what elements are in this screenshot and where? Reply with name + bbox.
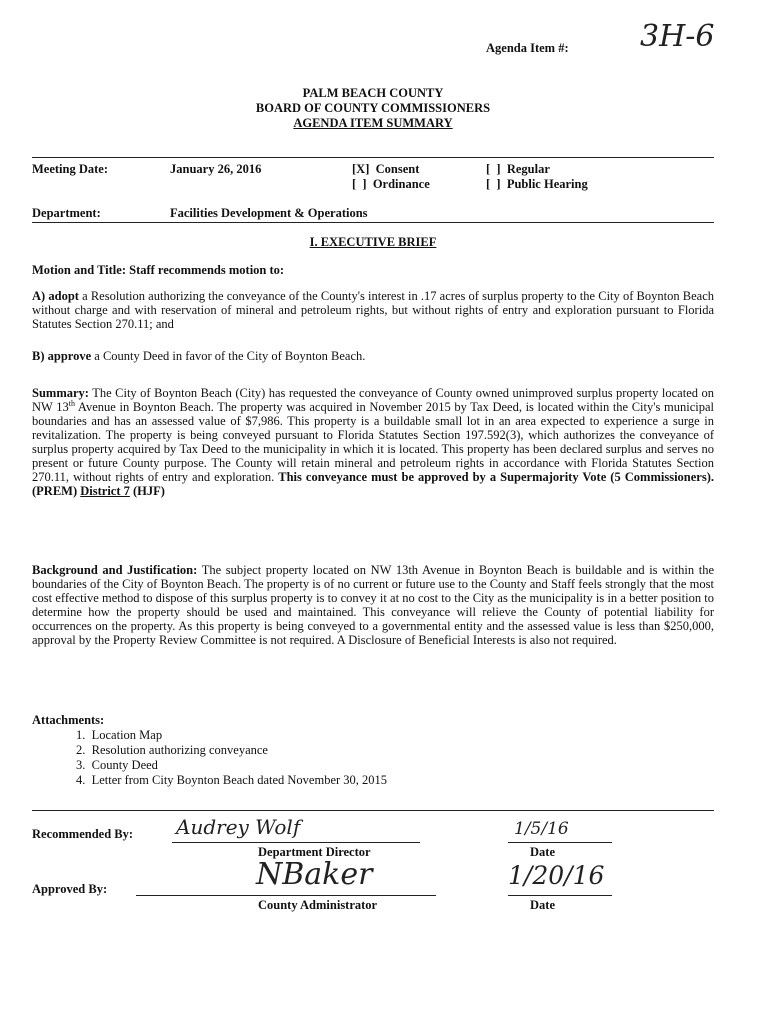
executive-brief-heading: I. EXECUTIVE BRIEF: [309, 235, 437, 249]
attachment-item: 1. Location Map: [76, 728, 163, 742]
date-caption-1: Date: [530, 845, 555, 859]
public-hearing-checkbox: [ ] Public Hearing: [486, 177, 588, 191]
summary-text-1: The City of Boynton Beach (City) has requested the conveyance of County owned unimproved surplus property located on NW 13: [32, 386, 714, 414]
motion-a-text: a Resolution authorizing the conveyance of the County's interest in .17 acres of surplus property to the City of Boynton Beach without charge and with reservation of mineral and petroleum rights, but without rights of entry and exploration pursuant to Florida Statutes Section 270.11; and: [32, 289, 714, 331]
summary-end: (HJF): [129, 484, 165, 498]
motion-b-lead: B) approve: [32, 349, 92, 363]
attachment-item: 3. County Deed: [76, 758, 158, 772]
agenda-item-number: 3H-6: [640, 19, 715, 54]
summary-paragraph: [32, 386, 714, 498]
department-director-caption: Department Director: [258, 845, 371, 859]
header-title: AGENDA ITEM SUMMARY: [293, 116, 453, 130]
background-label: Background and Justification:: [32, 563, 198, 577]
approved-date-line: [508, 895, 612, 896]
attachment-item: 2. Resolution authorizing conveyance: [76, 743, 268, 757]
recommended-signature: Audrey Wolf: [176, 815, 301, 839]
consent-checkbox: [X] Consent: [352, 162, 420, 176]
approved-signature: NBaker: [256, 857, 373, 892]
top-divider: [32, 157, 714, 158]
approved-by-label: Approved By:: [32, 882, 108, 896]
background-text: The subject property located on NW 13th Avenue in Boynton Beach is buildable and is within the boundaries of the City of Boynton Beach. The property is of no current or future use to the County and Staff feels strongly that the most cost effective method to dispose of this surplus property is to convey it at no cost to the City as the municipality is in a better position to determine how the property should be used and maintained. This conveyance will relieve the County of potential liability for occurrences on the property. As this property is being conveyed to a governmental entity and the assessed value is less than $250,000, approval by the Property Review Committee is not required. A Disclosure of Beneficial Interests is also not required.: [32, 563, 714, 647]
meeting-date-label: Meeting Date:: [32, 162, 109, 176]
recommended-date-line: [508, 842, 612, 843]
department-divider: [32, 222, 714, 223]
regular-checkbox: [ ] Regular: [486, 162, 550, 176]
summary-label: Summary:: [32, 386, 89, 400]
recommended-date: 1/5/16: [514, 819, 569, 839]
motion-b: [32, 349, 714, 363]
approved-date: 1/20/16: [508, 861, 605, 890]
ordinance-checkbox: [ ] Ordinance: [352, 177, 430, 191]
summary-text-2: Avenue in Boynton Beach. The property was acquired in November 2015 by Tax Deed, is located within the City's municipal boundaries and has an assessed value of $7,986. This property is a buildable small lot in an area expected to experience a surge in revitalization. The property is being conveyed pursuant to Florida Statutes Section 197.592(3), which authorizes the conveyance of surplus property acquired by Tax Deed to the municipality in which it is located. This property has been declared surplus and serves no present or future County purpose. The County will retain mineral and petroleum rights in accordance with Florida Statutes Section 270.11, without rights of entry and exploration.: [32, 400, 714, 484]
motion-b-text: a County Deed in favor of the City of Boynton Beach.: [91, 349, 366, 363]
recommended-by-label: Recommended By:: [32, 827, 134, 841]
date-caption-2: Date: [530, 898, 555, 912]
motion-title: Motion and Title: Staff recommends motion to:: [32, 263, 285, 277]
approved-signature-line: [136, 895, 436, 896]
header-county: PALM BEACH COUNTY: [302, 86, 444, 100]
recommended-signature-line: [172, 842, 420, 843]
agenda-item-label: Agenda Item #:: [486, 41, 569, 55]
summary-sup: th: [68, 398, 75, 408]
attachments-heading: Attachments:: [32, 713, 105, 727]
motion-a: [32, 289, 714, 331]
motion-a-lead: A) adopt: [32, 289, 79, 303]
meeting-date-value: January 26, 2016: [170, 162, 262, 176]
signature-divider: [32, 810, 714, 811]
department-label: Department:: [32, 206, 101, 220]
attachment-item: 4. Letter from City Boynton Beach dated November 30, 2015: [76, 773, 388, 787]
department-value: Facilities Development & Operations: [170, 206, 368, 220]
background-paragraph: [32, 563, 714, 647]
summary-district: District 7: [80, 484, 130, 498]
county-administrator-caption: County Administrator: [258, 898, 378, 912]
summary-bold: This conveyance must be approved by a Supermajority Vote (5 Commissioners). (PREM): [32, 470, 714, 498]
header-board: BOARD OF COUNTY COMMISSIONERS: [255, 101, 491, 115]
